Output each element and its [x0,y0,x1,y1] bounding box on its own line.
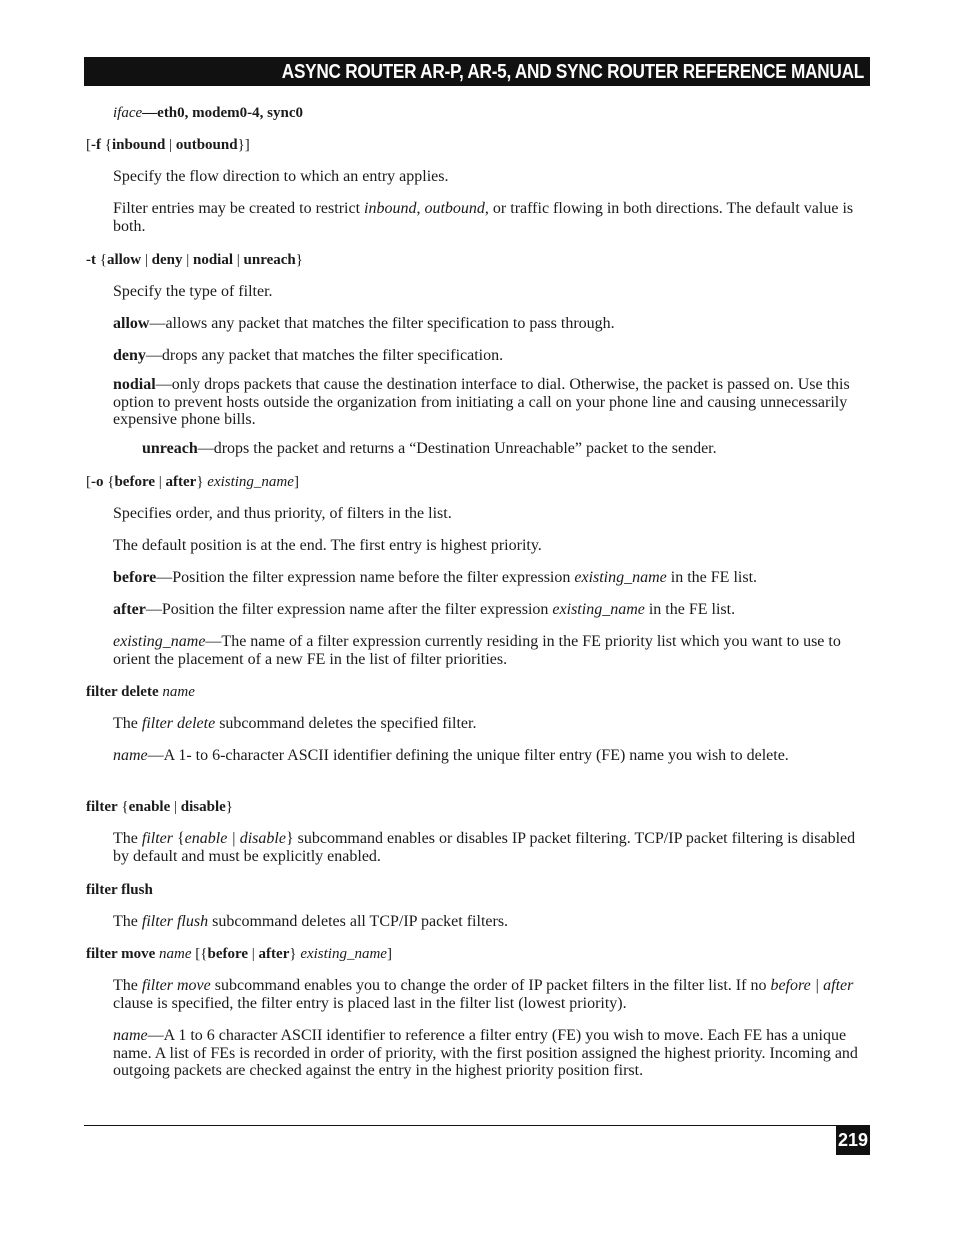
allow-definition: allow—allows any packet that matches the filter specification to pass through. [113,315,615,332]
filter-delete-syntax: filter delete name [86,684,195,700]
after-definition: after—Position the filter expression name after the filter expression existing_name in the FE list. [113,601,736,618]
option-o-syntax: [-o {before | after} existing_name] [86,474,299,490]
filter-flush-syntax: filter flush [86,882,153,898]
option-o-default: The default position is at the end. The first entry is highest priority. [113,537,542,554]
option-f-description: Specify the flow direction to which an entry applies. [113,168,449,185]
option-f-syntax: [-f {inbound | outbound}] [86,137,250,153]
filter-enable-description: The filter {enable | disable} subcommand enables or disables IP packet filtering. TCP/IP packet filtering is disabled by default and must be explicitly enabled. [113,830,856,865]
manual-title: ASYNC ROUTER AR-P, AR-5, AND SYNC ROUTER REFERENCE MANUAL [281,61,864,83]
deny-definition: deny—drops any packet that matches the filter specification. [113,347,504,364]
header-bar [84,57,870,86]
filter-enable-syntax: filter {enable | disable} [86,799,233,815]
iface-line: iface—eth0, modem0-4, sync0 [113,105,303,121]
filter-move-syntax: filter move name [{before | after} existing_name] [86,946,392,962]
option-t-syntax: -t {allow | deny | nodial | unreach} [86,252,303,268]
filter-move-name-definition: name—A 1 to 6 character ASCII identifier to reference a filter entry (FE) you wish to move. Each FE has a unique name. A list of FEs is recorded in order of priority, with the first position assigned the highest priority. Incoming and outgoing packets are checked against the entry in the highest priority position first. [113,1027,858,1079]
before-definition: before—Position the filter expression name before the filter expression existing_name in the FE list. [113,569,758,586]
filter-delete-name-definition: name—A 1- to 6-character ASCII identifier defining the unique filter entry (FE) name you wish to delete. [113,747,789,764]
unreach-definition: unreach—drops the packet and returns a “Destination Unreachable” packet to the sender. [142,440,717,457]
page-number: 219 [836,1125,870,1155]
filter-flush-description: The filter flush subcommand deletes all TCP/IP packet filters. [113,913,509,930]
existing-name-definition: existing_name—The name of a filter expression currently residing in the FE priority list which you want to use to orient the placement of a new FE in the list of filter priorities. [113,633,841,668]
footer-rule [84,1125,870,1126]
filter-move-description: The filter move subcommand enables you to change the order of IP packet filters in the filter list. If no before | after clause is specified, the filter entry is placed last in the filter list (lowest priority). [113,977,854,1012]
option-t-description: Specify the type of filter. [113,283,273,300]
nodial-definition: nodial—only drops packets that cause the destination interface to dial. Otherwise, the packet is passed on. Use this option to prevent hosts outside the organization from initiating a call on your phone line and causing unnecessarily expensive phone bills. [113,376,850,428]
option-f-note: Filter entries may be created to restrict inbound, outbound, or traffic flowing in both directions. The default value is both. [113,200,854,235]
filter-delete-description: The filter delete subcommand deletes the specified filter. [113,715,477,732]
option-o-description: Specifies order, and thus priority, of filters in the list. [113,505,452,522]
